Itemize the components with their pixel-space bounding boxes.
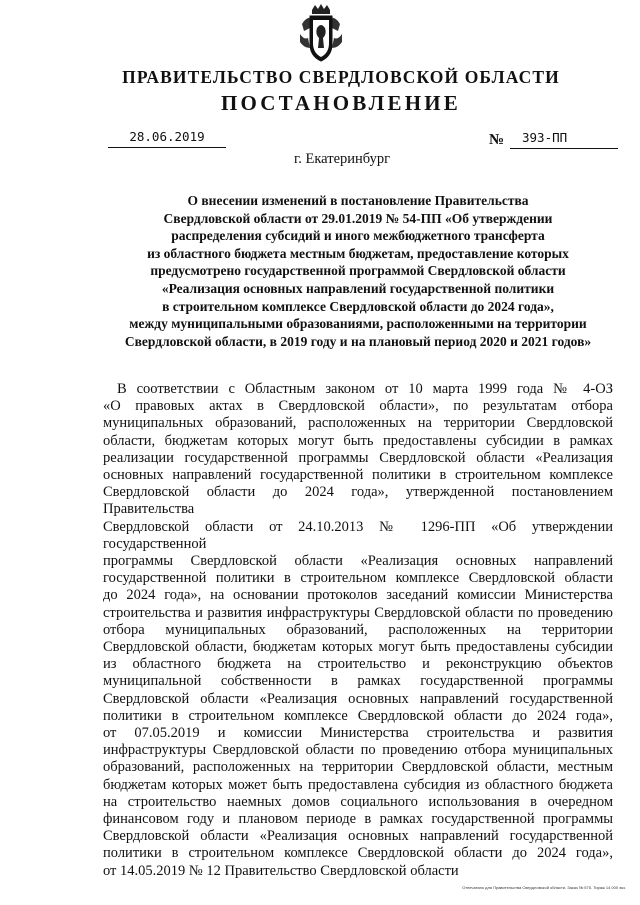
body-line: образований, расположенных на территории Свердловской области, местным [103,759,613,776]
body-line: бюджетам которых может быть предоставлена субсидия из областного бюджета [103,776,613,793]
body-line: финансовом году и плановом периоде в рамках государственной программы [103,811,613,828]
document-type: ПОСТАНОВЛЕНИЕ [220,91,462,115]
city-line: г. Екатеринбург [293,151,391,167]
body-line: Свердловской области «Реализация основных направлений государственной [103,828,613,845]
body-line: Свердловской области от 24.10.2013 № 1296-ПП «Об утверждении государственной [103,518,613,552]
number-sign: № [489,132,505,148]
title-line: Свердловской области от 29.01.2019 № 54-ПП «Об утверждении [163,210,553,226]
organization-name: ПРАВИТЕЛЬСТВО СВЕРДЛОВСКОЙ ОБЛАСТИ [122,67,560,87]
title-line: Свердловской области, в 2019 году и на плановый период 2020 и 2021 годов» [124,333,592,349]
title-line: предусмотрено государственной программой Свердловской области [150,263,566,279]
body-line: на строительство наемных домов социального использования в очередном [103,793,613,810]
body-line: политики в строительном комплексе Свердловской области до 2024 года», [103,845,613,862]
title-line: между муниципальными образованиями, расположенными на территории [129,316,587,332]
body-line: реализации государственной программы Свердловской области «Реализация [103,449,613,466]
body-line: до 2024 года», на основании протоколов заседаний комиссии Министерства [103,587,613,604]
title-line: из областного бюджета местным бюджетам, предоставление которых [147,245,569,261]
body-line: отбора муниципальных образований, расположенных на территории [103,621,613,638]
coat-of-arms-icon [296,4,346,62]
body-line: от 14.05.2019 № 12 Правительство Свердловской области [103,862,459,879]
body-line: основных направлений государственной политики в строительном комплексе [103,467,613,484]
body-line: В соответствии с Областным законом от 10 марта 1999 года № 4-ОЗ [117,381,613,397]
body-line: муниципальных образований, расположенных на территории Свердловской [103,415,613,432]
body-line: области, бюджетам которых могут быть предоставлены субсидии в рамках [103,432,613,449]
title-line: «Реализация основных направлений государственной политики [161,280,555,296]
body-line: из областного бюджета на строительство и реконструкцию объектов [103,656,613,673]
body-line: «О правовых актах в Свердловской области», по результатам отбора [103,398,613,415]
body-line: политики в строительном комплексе Свердловской области до 2024 года», [103,707,613,724]
body-line: инфраструктуры Свердловской области по проведению отбора муниципальных [103,742,613,759]
body-line: программы Свердловской области «Реализация основных направлений [103,553,613,570]
body-paragraph [103,381,613,880]
body-line: Свердловской области, бюджетам которых могут быть предоставлены субсидии [103,639,613,656]
title-line: О внесении изменений в постановление Правительства [187,193,529,208]
document-number: 393-ПП [510,130,618,149]
title-line: в строительном комплексе Свердловской области до 2024 года», [162,298,554,314]
body-line: муниципальной собственности в рамках государственной программы [103,673,613,690]
body-line: Свердловской области до 2024 года», утвержденной постановлением Правительства [103,484,613,518]
title-line: распределения субсидий и иного межбюджетного трансферта [171,228,545,244]
document-date: 28.06.2019 [108,129,226,148]
print-note: Отпечатано для Правительства Свердловской области. Заказ № 575. Тираж 14 000 экз. [462,885,626,890]
body-line: строительства и развития инфраструктуры Свердловской области по проведению [103,604,613,621]
body-line: Свердловской области «Реализация основных направлений государственной [103,690,613,707]
document-title [0,192,640,350]
body-line: государственной политики в строительном комплексе Свердловской области [103,570,613,587]
body-line: от 07.05.2019 и комиссии Министерства строительства и развития [103,725,613,742]
